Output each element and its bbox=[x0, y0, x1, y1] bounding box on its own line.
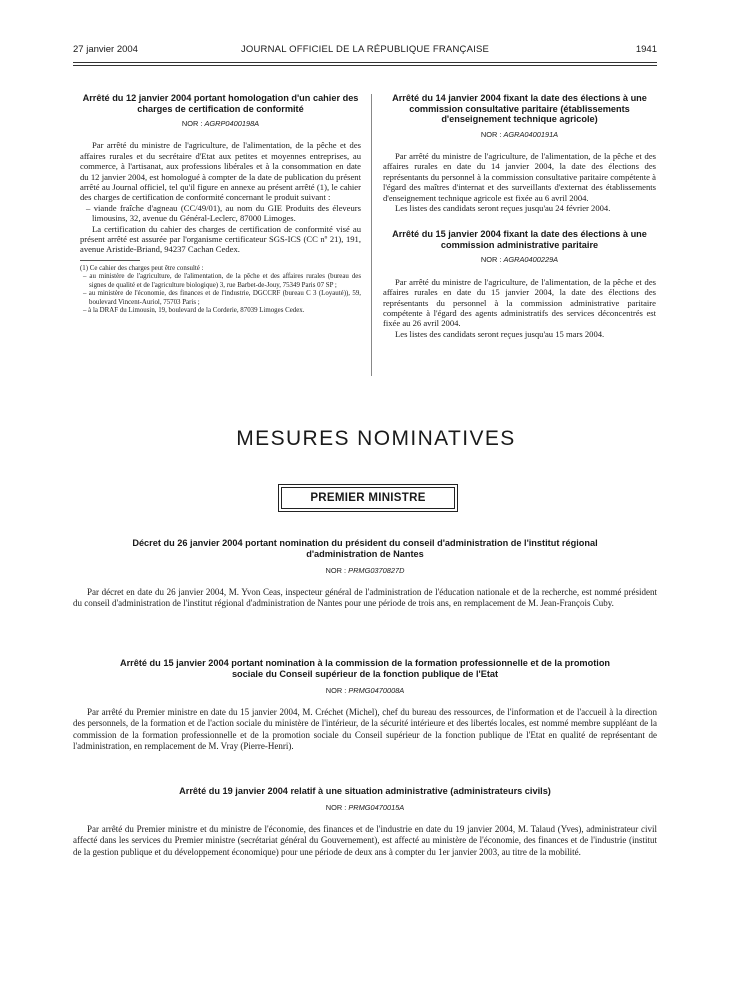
arrete-14-title: Arrêté du 14 janvier 2004 fixant la date des élections à une commission consultative paritaire (établissements d'enseignement technique agricole) bbox=[392, 93, 647, 124]
footnote-item: – à la DRAF du Limousin, 19, boulevard de la Corderie, 87039 Limoges Cedex. bbox=[83, 306, 305, 314]
journal-title: JOURNAL OFFICIEL DE LA RÉPUBLIQUE FRANÇAISE bbox=[240, 44, 490, 55]
arrete-12-para1: Par arrêté du ministre de l'agriculture, de l'alimentation, de la pêche et des affaires rurales et du secrétaire d'Etat aux petites et moyennes entreprises, au commerce, à l'artisanat, aux professions libérales et à la consommation en date du 12 janvier 2004, est homologué à compter de la date de publication du présent arrêté au Journal officiel, tel qu'il figure en annexe au présent arrêté (1), le cahier des charges de certification de conformité concernant le produit suivant : bbox=[80, 140, 361, 203]
header-rule-double bbox=[73, 65, 657, 66]
arrete-12-title: Arrêté du 12 janvier 2004 portant homologation d'un cahier des charges de certification de conformité bbox=[82, 93, 359, 114]
footnote-item: – au ministère de l'économie, des finances et de l'industrie, DGCCRF (bureau C 3 (Loyauté)), 59, boulevard Vincent-Auriol, 75703 Paris ; bbox=[83, 290, 361, 306]
arrete-15-cap-para1: Par arrêté du ministre de l'agriculture, de l'alimentation, de la pêche et des affaires rurales en date du 15 janvier 2004, la date des élections des représentants du personnel à la commission administrative paritaire compétente à l'égard des agents administratifs des services déconcentrés est fixée au 26 avril 2004. bbox=[383, 276, 656, 329]
arrete-15-title: Arrêté du 15 janvier 2004 portant nomination à la commission de la formation professionnelle et de la promotion sociale du Conseil supérieur de la fonction publique de l'Etat bbox=[119, 658, 611, 679]
arrete-15-nor: NOR : PRMG0470008A bbox=[325, 686, 405, 695]
right-column bbox=[383, 93, 656, 339]
arrete-12-item: – viande fraîche d'agneau (CC/49/01), au nom du GIE Produits des éleveurs limousins, 32, avenue du Général-Leclerc, 87000 Limoges. bbox=[86, 202, 361, 224]
footnotes bbox=[80, 265, 361, 315]
arrete-15-cap-para2: Les listes des candidats seront reçues jusqu'au 15 mars 2004. bbox=[395, 328, 605, 339]
left-column bbox=[80, 93, 361, 315]
footnote-item: – au ministère de l'agriculture, de l'alimentation, de la pêche et des affaires rurales (bureau des signes de qualité et de l'agriculture biologique) 3, rue Barbet-de-Jouy, 75349 Paris 07 SP ; bbox=[83, 273, 361, 289]
page-header bbox=[73, 44, 657, 58]
footnote-rule bbox=[80, 260, 140, 261]
arrete-15-body: Par arrêté du Premier ministre en date du 15 janvier 2004, M. Créchet (Michel), chef du bureau des ressources, de l'information et de l'accueil à la direction des personnels, de la formation et de l'action sociale du ministère de l'intérieur, de la sécurité intérieure et des libertés locales, est nommé membre suppléant de la commission de la formation professionnelle et de la promotion sociale du Conseil supérieur de la fonction publique de l'Etat en qualité de représentant de l'administration, en remplacement de M. Vray (Pierre-Henri). bbox=[73, 707, 657, 751]
footnote-intro: (1) Ce cahier des charges peut être consulté : bbox=[80, 264, 204, 272]
arrete-15-cap-nor: NOR : AGRA0400229A bbox=[480, 255, 559, 265]
section-heading: MESURES NOMINATIVES bbox=[236, 427, 516, 450]
arrete-15-cap-title: Arrêté du 15 janvier 2004 fixant la date des élections à une commission administrative paritaire bbox=[392, 229, 647, 250]
arrete-19-body: Par arrêté du Premier ministre et du ministre de l'économie, des finances et de l'industrie en date du 19 janvier 2004, M. Talaud (Yves), administrateur civil affecté dans les services du Premier ministre (secrétariat général du Gouvernement), est affecté au ministère de l'économie, des finances et de l'industrie (institut de la gestion publique et du développement économique) pour une période de deux ans à compter du 1er janvier 2003, au titre de la mobilité. bbox=[73, 824, 657, 857]
arrete-19-block bbox=[73, 786, 657, 858]
arrete-14-para2: Les listes des candidats seront reçues jusqu'au 24 février 2004. bbox=[395, 202, 611, 213]
ministry-box: PREMIER MINISTRE bbox=[281, 487, 455, 509]
page-number: 1941 bbox=[635, 44, 657, 55]
arrete-19-title: Arrêté du 19 janvier 2004 relatif à une situation administrative (administrateurs civils) bbox=[179, 786, 551, 796]
arrete-12-nor: NOR : AGRP0400198A bbox=[181, 119, 260, 128]
decret-nor: NOR : PRMG0370827D bbox=[325, 566, 405, 575]
arrete-14-para1: Par arrêté du ministre de l'agriculture, de l'alimentation, de la pêche et des affaires rurales en date du 14 janvier 2004, la date des élections des représentants du personnel à la commission consultative paritaire compétente à l'égard des maîtres d'internat et des surveillants d'externat des établissements d'enseignement technique agricole est fixée au 6 avril 2004. bbox=[383, 150, 656, 203]
decret-body: Par décret en date du 26 janvier 2004, M. Yvon Ceas, inspecteur général de l'administration de l'éducation nationale et de la recherche, est nommé président du conseil d'administration de l'institut régional d'administration de Nantes pour une période de trois ans, en remplacement de M. Jean-François Cuby. bbox=[73, 587, 657, 609]
header-rule bbox=[73, 62, 657, 63]
column-separator bbox=[371, 94, 372, 376]
decret-title: Décret du 26 janvier 2004 portant nomination du président du conseil d'administration de l'institut régional d'administration de Nantes bbox=[132, 538, 598, 559]
decret-block bbox=[73, 538, 657, 610]
arrete-12-para2: La certification du cahier des charges de certification de conformité visé au présent arrêté est assurée par l'organisme certificateur SGS-ICS (CC nº 21), 191, avenue Aristide-Briand, 94237 Cachan Cedex. bbox=[80, 223, 361, 255]
arrete-14-nor: NOR : AGRA0400191A bbox=[480, 129, 559, 139]
header-date: 27 janvier 2004 bbox=[73, 44, 138, 55]
arrete-15-block bbox=[73, 658, 657, 752]
arrete-19-nor: NOR : PRMG0470015A bbox=[325, 803, 405, 812]
